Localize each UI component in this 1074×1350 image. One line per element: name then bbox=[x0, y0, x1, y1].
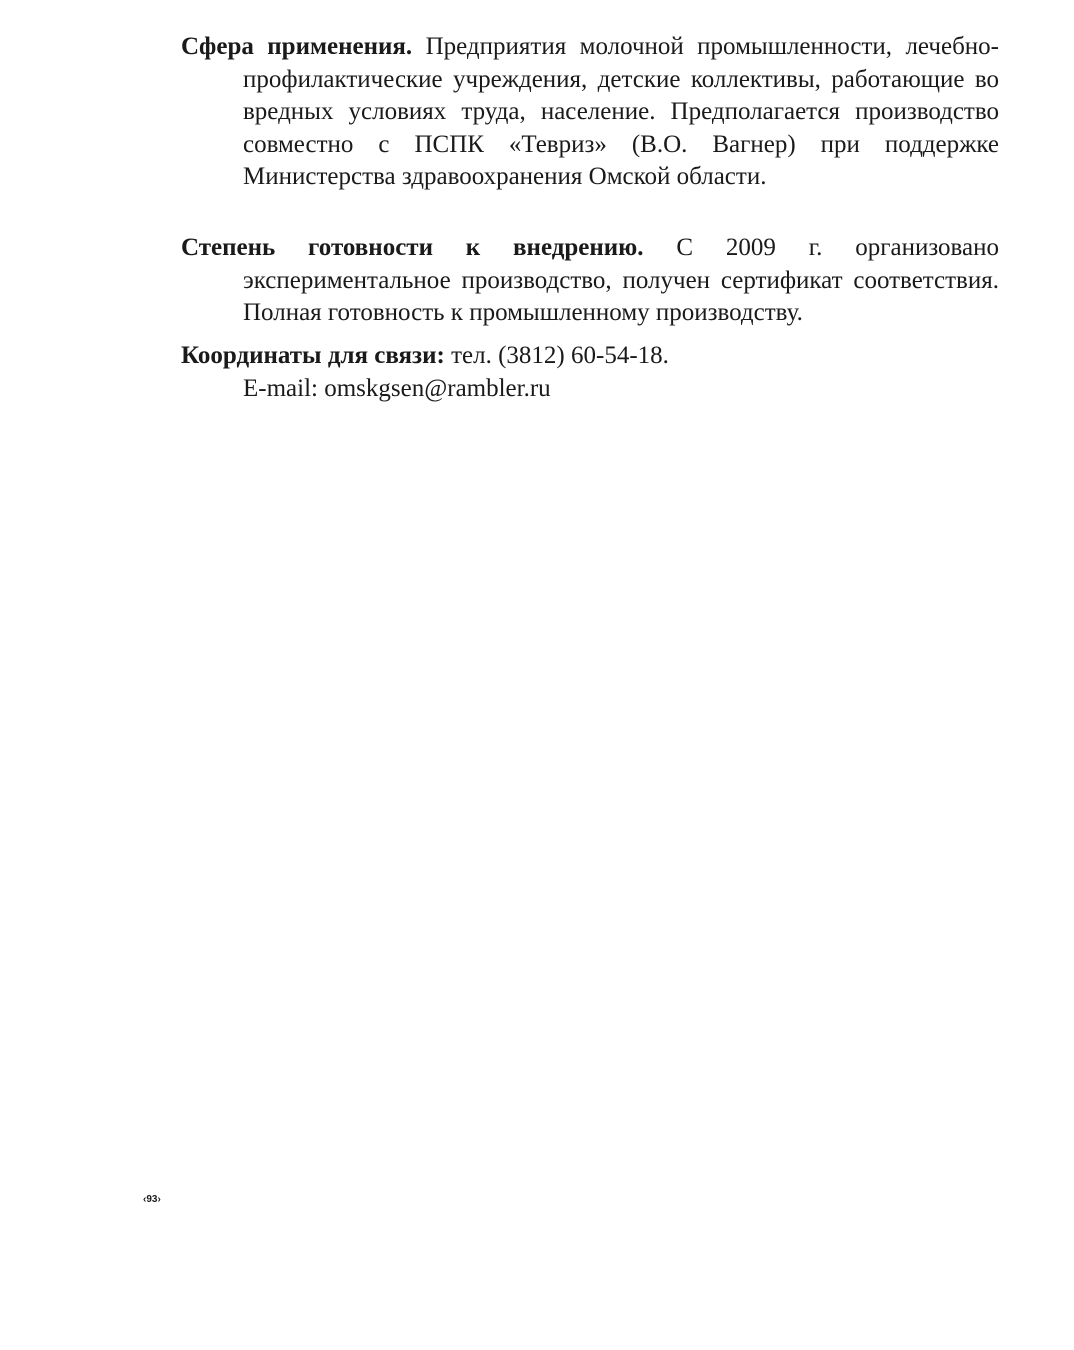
readiness-heading: Степень готовности к внедрению. bbox=[181, 234, 644, 261]
scope-text: Предприятия молочной промышленности, лечебно-профилактические учреждения, детские коллективы, работающие во вредных условиях труда, население. Предполагается производство совместно с ПСПК «Тевриз» (В.О. Вагнер) при поддержке Министерства здравоохранения Омской области. bbox=[243, 33, 1000, 191]
scope-heading: Сфера применения. bbox=[181, 33, 413, 60]
page-number-marker: ‹93› bbox=[143, 1194, 161, 1205]
readiness-text: С 2009 г. организовано экспериментальное производство, получен сертификат соответствия. Полная готовность к промышленному производству. bbox=[243, 234, 1000, 327]
contacts-phone: тел. (3812) 60-54-18. bbox=[451, 342, 669, 369]
contacts-heading: Координаты для связи: bbox=[181, 342, 445, 369]
contacts-email: E-mail: omskgsen@rambler.ru bbox=[243, 374, 551, 402]
scope-section bbox=[181, 31, 999, 194]
readiness-section bbox=[181, 232, 999, 330]
contacts-section bbox=[181, 340, 999, 405]
